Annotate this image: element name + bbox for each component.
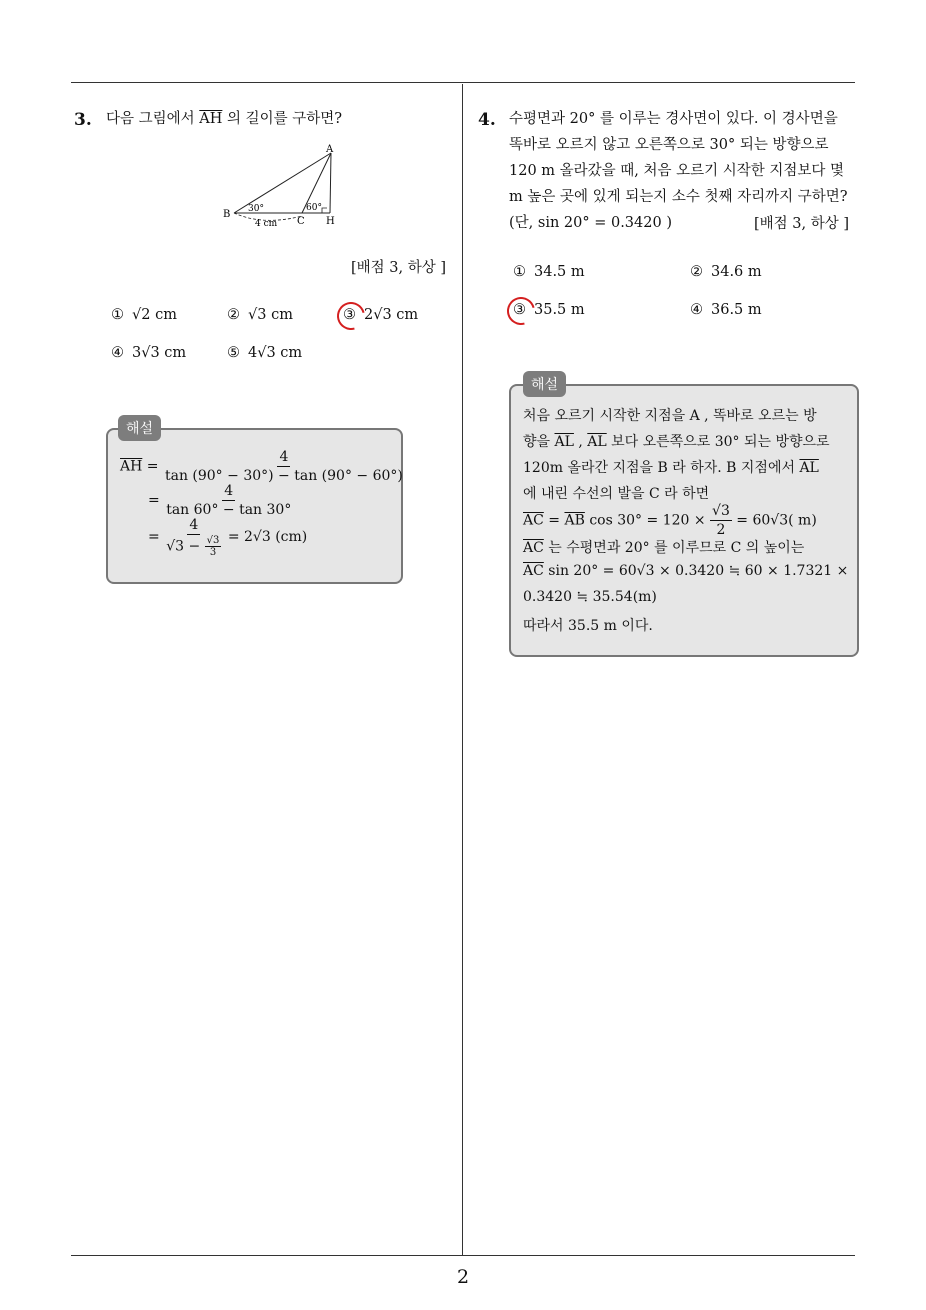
q3-ex-frac2-den: tan 60° − tan 30° — [166, 502, 292, 518]
q4-choice-4-text: 36.5 m — [711, 302, 762, 318]
q4-ex-seg-ac-1: $\overline{AC}$ — [523, 512, 544, 529]
q4-ex-frac-num: √3 — [712, 503, 730, 519]
q3-ex-line1 — [120, 448, 405, 485]
q4-ex-line4: 에 내린 수선의 발을 C 라 하면 — [523, 486, 710, 502]
q4-ex-seg-ac-2: $\overline{AC}$ — [523, 540, 544, 556]
q3-segment-ah: $\overline{AH}$ — [199, 111, 223, 127]
q4-line-4: m 높은 곳에 있게 되는지 소수 첫째 자리까지 구하면? — [509, 189, 848, 205]
q3-choice-4-num: ④ — [111, 345, 124, 361]
q3-choice-1[interactable] — [111, 307, 177, 323]
q3-choice-5-num: ⑤ — [227, 345, 240, 361]
q3-choice-3-num: ③ — [343, 307, 356, 323]
q4-choice-2[interactable] — [690, 264, 762, 280]
q3-choice-3-text: 2√3 cm — [364, 307, 419, 323]
q4-ex-line7 — [523, 563, 848, 579]
q3-choice-2-num: ② — [227, 307, 240, 323]
q3-angle-b: 30° — [248, 204, 264, 214]
q3-number: 3. — [74, 110, 92, 130]
q4-ex-seg-al-3: $\overline{AL}$ — [799, 460, 819, 476]
q4-ex-line7-a: sin 20° = 60√3 × 0.3420 ≒ 60 × 1.7321 × — [543, 563, 849, 579]
q3-ex-frac3-subfrac-den: 3 — [209, 547, 217, 558]
q4-choice-1-num: ① — [513, 264, 526, 280]
q4-ex-line3-a: 120m 올라간 지점을 B 라 하자. B 지점에서 — [523, 460, 800, 476]
q4-choice-3-num: ③ — [513, 302, 526, 318]
q4-ex-line5 — [523, 502, 817, 539]
q4-choice-2-text: 34.6 m — [711, 264, 762, 280]
q4-ex-line8: 0.3420 ≒ 35.54(m) — [523, 589, 657, 605]
q4-choice-1[interactable] — [513, 264, 585, 280]
q3-ex-frac3-den-a: √3 − — [166, 538, 205, 555]
q3-explanation-label: 해설 — [118, 415, 161, 441]
q4-explanation-label: 해설 — [523, 371, 566, 397]
q4-ex-seg-al-1: $\overline{AL}$ — [554, 434, 574, 450]
q4-ex-seg-ab: $\overline{AB}$ — [564, 512, 585, 529]
q3-ex-frac1-den: tan (90° − 30°) − tan (90° − 60°) — [164, 468, 403, 484]
page-number: 2 — [456, 1266, 470, 1288]
q3-ex-frac1 — [163, 448, 405, 485]
q4-ex-line9: 따라서 35.5 m 이다. — [523, 618, 653, 634]
q4-answer-mark-icon — [502, 292, 540, 330]
q3-ex-result: = 2√3 (cm) — [227, 529, 308, 545]
q4-ex-line2-a: 향을 — [523, 434, 555, 450]
q3-choice-4[interactable] — [111, 345, 186, 361]
q3-text — [106, 106, 342, 132]
q3-ex-eq3: = — [148, 529, 160, 545]
q3-choice-2[interactable] — [227, 307, 293, 323]
q3-choice-1-num: ① — [111, 307, 124, 323]
q4-ex-line6-a: 는 수평면과 20° 를 이루므로 C 의 높이는 — [543, 540, 805, 556]
q4-line-2: 똑바로 오르지 않고 오른쪽으로 30° 되는 방향으로 — [509, 137, 829, 153]
q3-angle-c: 60° — [306, 203, 322, 213]
q3-ex-frac3-subfrac — [205, 535, 222, 558]
q4-ex-frac — [710, 502, 732, 539]
q4-ex-line5-c: = 60√3( m) — [731, 512, 817, 529]
q3-ex-eq2: = — [148, 492, 160, 509]
q3-label-c: C — [297, 216, 305, 227]
q4-ex-line2-c: 보다 오른쪽으로 30° 되는 방향으로 — [606, 434, 830, 450]
q3-ex-frac3-den — [164, 535, 223, 558]
q4-ex-seg-al-2: $\overline{AL}$ — [587, 434, 607, 450]
q3-ex-line2 — [148, 482, 293, 519]
q4-score: [배점 3, 하상 ] — [754, 216, 850, 232]
top-rule — [71, 82, 855, 83]
q4-line-3: 120 m 올라갔을 때, 처음 오르기 시작한 지점보다 몇 — [509, 163, 845, 179]
q3-length-bc: 4 cm — [255, 219, 278, 229]
q4-choice-1-text: 34.5 m — [534, 264, 585, 280]
q4-ex-line5-a: = — [543, 512, 565, 529]
q3-answer-mark-icon — [332, 297, 370, 335]
q3-ex-eq1: = — [146, 458, 159, 475]
q3-triangle-figure — [218, 142, 348, 232]
q4-ex-frac-den: 2 — [716, 522, 726, 538]
q3-ex-frac3-num: 4 — [189, 517, 199, 533]
q4-choice-3-text: 35.5 m — [534, 302, 585, 318]
q4-ex-line3 — [523, 457, 819, 477]
q3-choice-5-text: 4√3 cm — [248, 345, 303, 361]
q3-ex-frac2 — [164, 482, 293, 519]
q3-choice-1-text: √2 cm — [132, 307, 177, 323]
q4-ex-line2-b: , — [573, 434, 588, 450]
q3-ex-frac2-num: 4 — [224, 483, 234, 499]
q4-line-1: 수평면과 20° 를 이루는 경사면이 있다. 이 경사면을 — [509, 111, 838, 127]
q4-ex-seg-ac-3: $\overline{AC}$ — [523, 563, 544, 579]
q4-ex-line2 — [523, 431, 830, 451]
q3-ex-frac3 — [164, 516, 223, 558]
q3-text-post: 의 길이를 구하면? — [222, 111, 343, 127]
q3-text-pre: 다음 그림에서 — [106, 111, 200, 127]
q4-condition: (단, sin 20° = 0.3420 ) — [509, 215, 672, 231]
q3-ex-line3 — [148, 516, 307, 558]
q3-ex-seg: $\overline{AH}$ — [120, 458, 143, 475]
q4-choice-4-num: ④ — [690, 302, 703, 318]
q3-choice-5[interactable] — [227, 345, 302, 361]
bottom-rule — [71, 1255, 855, 1256]
q3-choice-2-text: √3 cm — [248, 307, 293, 323]
q3-label-b: B — [223, 209, 231, 220]
q4-ex-line1: 처음 오르기 시작한 지점을 A , 똑바로 오르는 방 — [523, 408, 817, 424]
q3-label-a: A — [326, 144, 334, 155]
q4-ex-line5-b: cos 30° = 120 × — [584, 512, 711, 529]
q3-ex-frac3-subfrac-num: √3 — [206, 535, 220, 546]
q3-score: [배점 3, 하상 ] — [351, 260, 447, 276]
q4-number: 4. — [478, 110, 496, 130]
q4-ex-line6 — [523, 537, 804, 557]
q3-label-h: H — [326, 216, 335, 227]
q3-choice-4-text: 3√3 cm — [132, 345, 187, 361]
q4-choice-2-num: ② — [690, 264, 703, 280]
q3-ex-frac1-num: 4 — [279, 449, 289, 465]
column-divider — [462, 84, 463, 1256]
q4-choice-4[interactable] — [690, 302, 762, 318]
